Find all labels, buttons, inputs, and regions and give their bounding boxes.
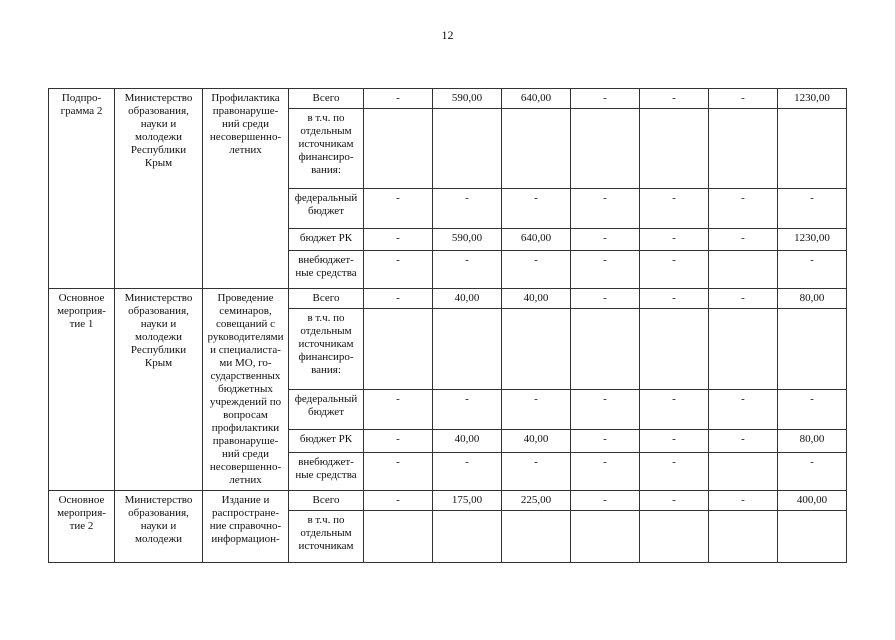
funding-source-cell: бюджет РК (289, 430, 364, 452)
value-cell (778, 511, 847, 563)
funding-source-cell: бюджет РК (289, 229, 364, 251)
value-cell: 80,00 (778, 289, 847, 309)
funding-source-cell: внебюджет-ные средства (289, 452, 364, 490)
value-cell: - (640, 491, 709, 511)
value-cell: 225,00 (502, 491, 571, 511)
value-cell: - (640, 389, 709, 429)
value-cell (709, 452, 778, 490)
description-cell: Проведение семинаров, совещаний с руководителями и специалиста-ми МО, го-сударственных бюджетных учреждений по вопросам профилактики правонаруше-ний среди несовершенно-летних (203, 289, 289, 491)
value-cell: - (778, 251, 847, 289)
value-cell (640, 511, 709, 563)
executor-cell: Министерство образования, науки и молодежи (115, 491, 203, 563)
value-cell: - (640, 289, 709, 309)
executor-cell: Министерство образования, науки и молодежи Республики Крым (115, 89, 203, 289)
value-cell: - (364, 189, 433, 229)
value-cell: - (364, 430, 433, 452)
value-cell: - (778, 389, 847, 429)
value-cell: - (433, 389, 502, 429)
value-cell: - (709, 89, 778, 109)
value-cell: - (709, 189, 778, 229)
value-cell: - (778, 452, 847, 490)
financing-table (48, 88, 847, 563)
value-cell: 175,00 (433, 491, 502, 511)
value-cell (364, 511, 433, 563)
value-cell: - (709, 229, 778, 251)
value-cell: - (640, 452, 709, 490)
value-cell (571, 109, 640, 189)
funding-source-cell: Всего (289, 289, 364, 309)
value-cell (709, 109, 778, 189)
program-cell: Основное мероприя-тие 1 (49, 289, 115, 491)
page-number: 12 (441, 28, 454, 42)
value-cell: - (571, 452, 640, 490)
funding-source-cell: Всего (289, 491, 364, 511)
table-body (49, 89, 847, 563)
value-cell: - (571, 251, 640, 289)
value-cell (433, 309, 502, 390)
value-cell: - (571, 189, 640, 229)
value-cell: - (433, 251, 502, 289)
value-cell: - (709, 389, 778, 429)
value-cell: 40,00 (502, 289, 571, 309)
value-cell (778, 109, 847, 189)
value-cell: 1230,00 (778, 229, 847, 251)
funding-source-cell: в т.ч. по отдельным источникам финансиро-вания: (289, 109, 364, 189)
value-cell: - (502, 389, 571, 429)
value-cell (364, 109, 433, 189)
value-cell: - (640, 229, 709, 251)
value-cell: 80,00 (778, 430, 847, 452)
value-cell: - (640, 251, 709, 289)
description-cell: Профилактика правонаруше-ний среди несовершенно-летних (203, 89, 289, 289)
funding-source-cell: внебюджет-ные средства (289, 251, 364, 289)
value-cell: 640,00 (502, 89, 571, 109)
value-cell (709, 511, 778, 563)
value-cell (364, 309, 433, 390)
value-cell: - (364, 452, 433, 490)
value-cell (571, 511, 640, 563)
value-cell: - (571, 430, 640, 452)
value-cell: - (709, 491, 778, 511)
value-cell (502, 109, 571, 189)
value-cell: 40,00 (502, 430, 571, 452)
value-cell: - (709, 430, 778, 452)
value-cell (433, 109, 502, 189)
value-cell: 590,00 (433, 89, 502, 109)
program-cell: Подпро-грамма 2 (49, 89, 115, 289)
value-cell (502, 309, 571, 390)
value-cell: - (640, 430, 709, 452)
table-row (49, 491, 847, 511)
value-cell: - (364, 229, 433, 251)
executor-cell: Министерство образования, науки и молодежи Республики Крым (115, 289, 203, 491)
value-cell: - (571, 389, 640, 429)
funding-source-cell: Всего (289, 89, 364, 109)
value-cell (640, 309, 709, 390)
value-cell: - (502, 251, 571, 289)
value-cell (709, 309, 778, 390)
funding-source-cell: в т.ч. по отдельным источникам (289, 511, 364, 563)
value-cell: 40,00 (433, 289, 502, 309)
value-cell: - (640, 189, 709, 229)
value-cell: - (502, 452, 571, 490)
table-row (49, 289, 847, 309)
value-cell: - (364, 289, 433, 309)
value-cell (778, 309, 847, 390)
value-cell (709, 251, 778, 289)
value-cell: - (571, 229, 640, 251)
funding-source-cell: федеральный бюджет (289, 389, 364, 429)
value-cell: - (571, 89, 640, 109)
funding-source-cell: федеральный бюджет (289, 189, 364, 229)
value-cell: - (778, 189, 847, 229)
value-cell (571, 309, 640, 390)
description-cell: Издание и распростране-ние справочно-информацион- (203, 491, 289, 563)
value-cell: 590,00 (433, 229, 502, 251)
value-cell: - (364, 251, 433, 289)
value-cell: - (364, 89, 433, 109)
value-cell: - (364, 491, 433, 511)
value-cell: - (571, 289, 640, 309)
value-cell: - (709, 289, 778, 309)
funding-source-cell: в т.ч. по отдельным источникам финансиро-вания: (289, 309, 364, 390)
program-cell: Основное мероприя-тие 2 (49, 491, 115, 563)
value-cell: - (502, 189, 571, 229)
value-cell (433, 511, 502, 563)
table-row (49, 89, 847, 109)
value-cell: 400,00 (778, 491, 847, 511)
value-cell: 640,00 (502, 229, 571, 251)
value-cell: 1230,00 (778, 89, 847, 109)
value-cell: - (433, 189, 502, 229)
value-cell: - (571, 491, 640, 511)
value-cell: - (364, 389, 433, 429)
value-cell (640, 109, 709, 189)
value-cell (502, 511, 571, 563)
value-cell: - (433, 452, 502, 490)
value-cell: 40,00 (433, 430, 502, 452)
value-cell: - (640, 89, 709, 109)
